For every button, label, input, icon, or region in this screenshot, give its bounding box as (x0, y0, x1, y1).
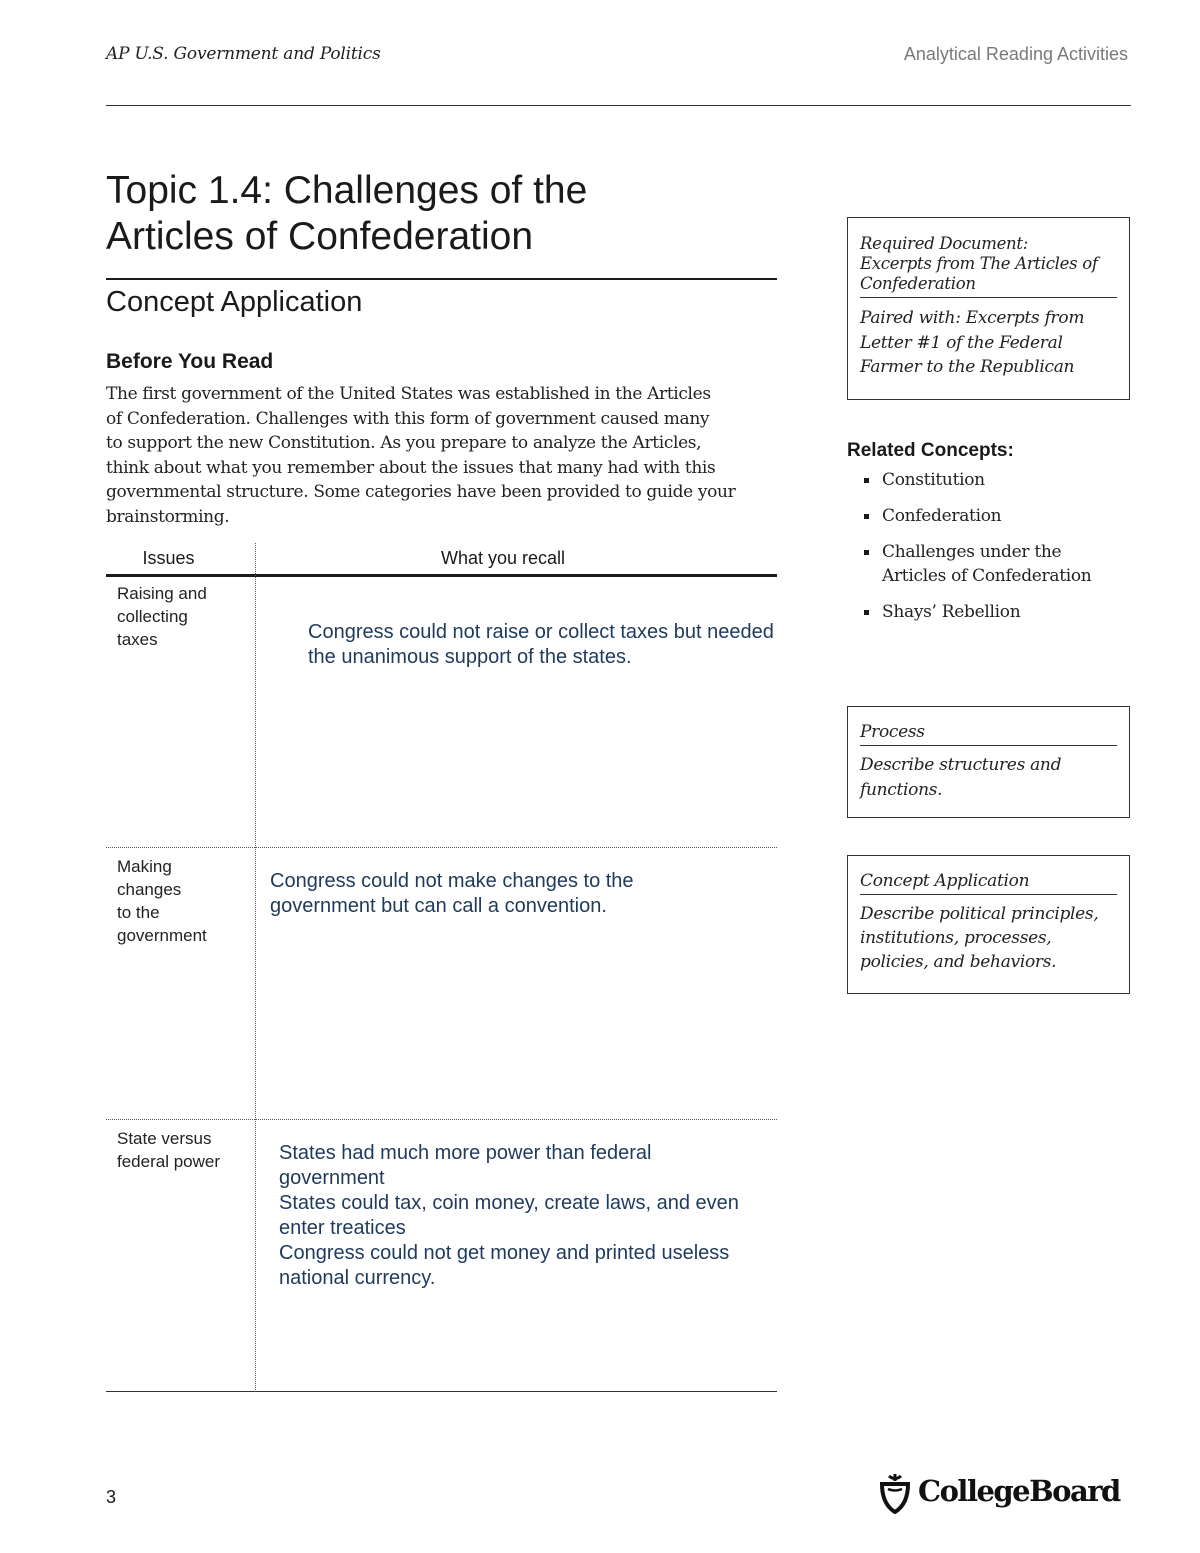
intro-line: brainstorming. (106, 506, 230, 527)
required-document-line: Excerpts from The Articles of (860, 254, 1098, 273)
issue-line: Making (117, 857, 172, 876)
required-document-text (860, 234, 1117, 294)
box-divider (860, 745, 1117, 746)
related-concept-item: Shays’ Rebellion (860, 600, 1130, 624)
process-box (847, 706, 1130, 818)
row-divider (106, 847, 777, 848)
answer-line: Congress could not raise or collect taxes but needed (308, 621, 774, 643)
issue-line: State versus (117, 1129, 212, 1148)
answer-line: States could tax, coin money, create laws, and even (279, 1192, 739, 1214)
answer-cell[interactable] (308, 620, 774, 670)
answer-line: government (279, 1167, 385, 1189)
column-header-issues: Issues (142, 548, 195, 568)
page-subtitle: Concept Application (106, 286, 363, 318)
answer-line: the unanimous support of the states. (308, 646, 632, 668)
column-divider (255, 543, 256, 1392)
concept-application-line: policies, and behaviors. (860, 952, 1057, 972)
concept-application-label: Concept Application (860, 871, 1030, 891)
table-bottom-rule (106, 1391, 777, 1392)
required-document-line: Required Document: (860, 234, 1028, 253)
answer-line: enter treatices (279, 1217, 406, 1239)
concept-application-box (847, 855, 1130, 994)
row-divider (106, 1119, 777, 1120)
concept-application-line: Describe political principles, (860, 904, 1099, 924)
related-concept-item: Challenges under the Articles of Confederation (860, 540, 1112, 588)
before-you-read-heading: Before You Read (106, 350, 274, 373)
concept-application-line: institutions, processes, (860, 928, 1052, 948)
related-concepts-heading: Related Concepts: (847, 440, 1014, 461)
section-title: Analytical Reading Activities (903, 44, 1128, 64)
issue-line: collecting (117, 607, 188, 626)
issue-line: federal power (117, 1152, 221, 1171)
page-title (106, 168, 786, 260)
issue-line: taxes (117, 630, 158, 649)
paired-with-line: Farmer to the Republican (860, 357, 1075, 377)
intro-line: think about what you remember about the issues that many had with this (106, 457, 716, 478)
intro-paragraph (106, 382, 778, 529)
required-document-line: Confederation (860, 274, 976, 293)
box-divider (860, 894, 1117, 895)
paired-with-text (860, 306, 1117, 380)
process-line: functions. (860, 780, 943, 800)
process-line: Describe structures and (860, 755, 1062, 775)
intro-line: The first government of the United States was established in the Articles (106, 384, 711, 404)
collegeboard-logo (878, 1470, 1134, 1516)
issue-line: changes (117, 880, 182, 899)
intro-line: to support the new Constitution. As you prepare to analyze the Articles, (106, 433, 702, 453)
issue-cell (117, 582, 247, 651)
issue-line: Raising and (117, 584, 207, 603)
answer-cell[interactable] (270, 869, 634, 919)
answer-line: Congress could not make changes to the (270, 870, 634, 892)
issue-cell (117, 1127, 247, 1173)
header-divider (106, 105, 1131, 106)
related-concept-item: Confederation (860, 504, 1130, 528)
intro-line: governmental structure. Some categories have been provided to guide your (106, 482, 736, 502)
table-header-rule (106, 574, 777, 577)
answer-line: States had much more power than federal (279, 1142, 652, 1164)
issue-cell (117, 855, 247, 947)
logo-wordmark: CollegeBoard (918, 1474, 1120, 1508)
related-concept-item: Constitution (860, 468, 1130, 492)
column-header-recall: What you recall (440, 548, 566, 568)
issue-line: to the (117, 903, 160, 922)
page-number: 3 (106, 1487, 117, 1507)
process-label: Process (860, 722, 925, 742)
page-title-line: Topic 1.4: Challenges of the (106, 169, 588, 212)
related-concepts-list (860, 468, 1130, 636)
process-description (860, 753, 1117, 803)
paired-with-line: Letter #1 of the Federal (860, 332, 1063, 353)
page-title-line: Articles of Confederation (106, 215, 534, 258)
answer-line: national currency. (279, 1267, 436, 1289)
title-divider (106, 278, 777, 280)
course-title: AP U.S. Government and Politics (106, 44, 381, 64)
answer-cell[interactable] (279, 1141, 739, 1291)
acorn-icon (878, 1472, 912, 1514)
answer-line: Congress could not get money and printed useless (279, 1242, 730, 1264)
answer-line: government but can call a convention. (270, 895, 607, 917)
intro-line: of Confederation. Challenges with this form of government caused many (106, 408, 710, 429)
paired-with-line: Paired with: Excerpts from (860, 308, 1085, 328)
issue-line: government (117, 926, 207, 945)
box-divider (860, 297, 1117, 298)
concept-application-description (860, 902, 1117, 974)
required-document-box (847, 217, 1130, 400)
